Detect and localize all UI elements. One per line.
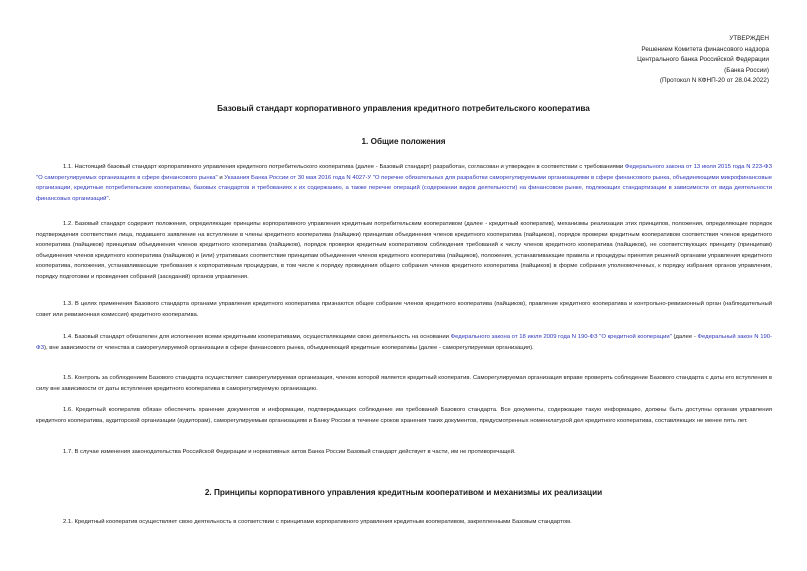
paragraph-text: ), вне зависимости от членства в саморегулируемой организации в сфере финансового рынка, объединяющей кредитные кооперативы (далее - саморегулируемая организация). xyxy=(44,344,534,351)
approval-line: Центрального банка Российской Федерации xyxy=(637,56,769,64)
paragraph-1-5: 1.5. Контроль за соблюдением Базового стандарта осуществляет саморегулируемая организация, членом которой является кредитный кооператив. Саморегулируемая организация вправе проверять соблюдение Базового стандарта с даты его вступления в силу вне зависимости от даты вступления кредитного кооператива в саморегулируемую организацию. xyxy=(36,375,772,392)
section-2-heading: 2. Принципы корпоративного управления кредитным кооперативом и механизмы их реализации xyxy=(204,488,603,497)
paragraph-text: (далее - xyxy=(671,334,698,340)
approval-stamp xyxy=(637,34,769,87)
paragraph-text: 1.4. Базовый стандарт обязателен для исполнения всеми кредитными кооперативами, осуществляющими свою деятельность на основании xyxy=(63,334,451,340)
approval-line: (Банка России) xyxy=(724,66,769,74)
paragraph-1-6: 1.6. Кредитный кооператив обязан обеспечить хранение документов и информации, подтверждающих соблюдение им требований Базового стандарта. Все документы, содержащие такую информацию, должны быть доступны органам управления кредитного кооператива, аудиторской организации (аудиторам), саморегулируемым организациям и Банку России в течение сроков хранения таких документов, предусмотренных номенклатурой дел кредитного кооператива, составляющих не менее пять лет. xyxy=(36,407,772,424)
section-1-heading: 1. Общие положения xyxy=(361,137,446,146)
federal-law-190-link[interactable]: Федерального закона от 18 июля 2009 года N 190-ФЗ "О кредитной кооперации" xyxy=(450,334,672,340)
bank-directive-4027-link[interactable]: Указания Банка России от 30 мая 2016 года N 4027-У "О перечне обязательных для разработки саморегулируемыми организациями в сфере финансового рынка, объединяющими микрофинансовые организации, кредитные потребительские кооперативы, базовых стандартов и требованиях к их содержанию, а также перечне операций (содержании видов деятельности) на финансовом рынке, подлежащих стандартизации в зависимости от вида деятельности финансовых организаций" xyxy=(36,174,772,202)
federal-law-190-short-link[interactable]: Федеральный закон N 190-ФЗ xyxy=(36,334,772,351)
paragraph-1-4 xyxy=(36,332,772,353)
approval-line: УТВЕРЖДЕН xyxy=(729,35,769,42)
paragraph-1-3: 1.3. В целях применения Базового стандарта органами управления кредитного кооператива признаются общее собрание членов кредитного кооператива (пайщиков), правление кредитного кооператива и контрольно-ревизионный орган (наблюдательный совет или ревизионная комиссия) кредитного кооператива. xyxy=(36,301,772,318)
approval-line: Решением Комитета финансового надзора xyxy=(641,45,769,53)
federal-law-223-link[interactable]: Федерального закона от 13 июля 2015 года N 223-ФЗ "О саморегулируемых организациях в сфере финансового рынка" xyxy=(36,164,773,181)
paragraph-1-7: 1.7. В случае изменения законодательства Российской Федерации и нормативных актов Банка России Базовый стандарт действует в части, им не противоречащей. xyxy=(63,449,516,455)
paragraph-1-1 xyxy=(36,162,772,204)
paragraph-text: 1.1. Настоящий базовый стандарт корпоративного управления кредитного потребительского кооператива (далее - Базовый стандарт) разработан, согласован и утвержден в соответствии с требованиями xyxy=(63,164,625,170)
paragraph-2-1: 2.1. Кредитный кооператив осуществляет свою деятельность в соответствии с принципами корпоративного управления кредитным кооперативом, закрепленными Базовым стандартом. xyxy=(63,519,572,525)
paragraph-text: . xyxy=(108,195,111,202)
paragraph-text: и xyxy=(217,174,225,181)
paragraph-1-2: 1.2. Базовый стандарт содержит положения, определяющие принципы корпоративного управления кредитным потребительским кооперативом (далее - кредитный кооператив), механизмы реализации этих принципов, положения, определяющие порядок подтверждения соответствия лица, подавшего заявление на вступление в члены кредитного кооператива (пайщики) принципам объединения членов кредитного кооператива (пайщиков), порядок проверки кредитным кооперативом соответствия членов кредитного кооператива (пайщиков) принципам объединения членов кредитного кооператива (пайщиков), порядок проверки кредитным кооперативом соблюдения требований к числу членов кредитного кооператива (пайщиков), не соответствующих принципу (принципам) объединения членов кредитного кооператива (пайщиков) и (или) утративших соответствие принципам объединения членов кредитного кооператива (пайщиков), положения, устанавливающие правила и процедуры принятия решений органами управления кредитного кооператива, положения, устанавливающие требования к корпоративным процедурам, в том числе к порядку проведения общего собрания членов кредитного кооператива (пайщиков) в форме собрания уполномоченных, к порядку избрания органов управления, порядку подготовки и проведения собраний (заседаний) органов управления. xyxy=(36,221,772,280)
approval-line: (Протокол N КФНП-20 от 28.04.2022) xyxy=(659,77,769,85)
document-title: Базовый стандарт корпоративного управления кредитного потребительского кооператива xyxy=(217,104,590,113)
